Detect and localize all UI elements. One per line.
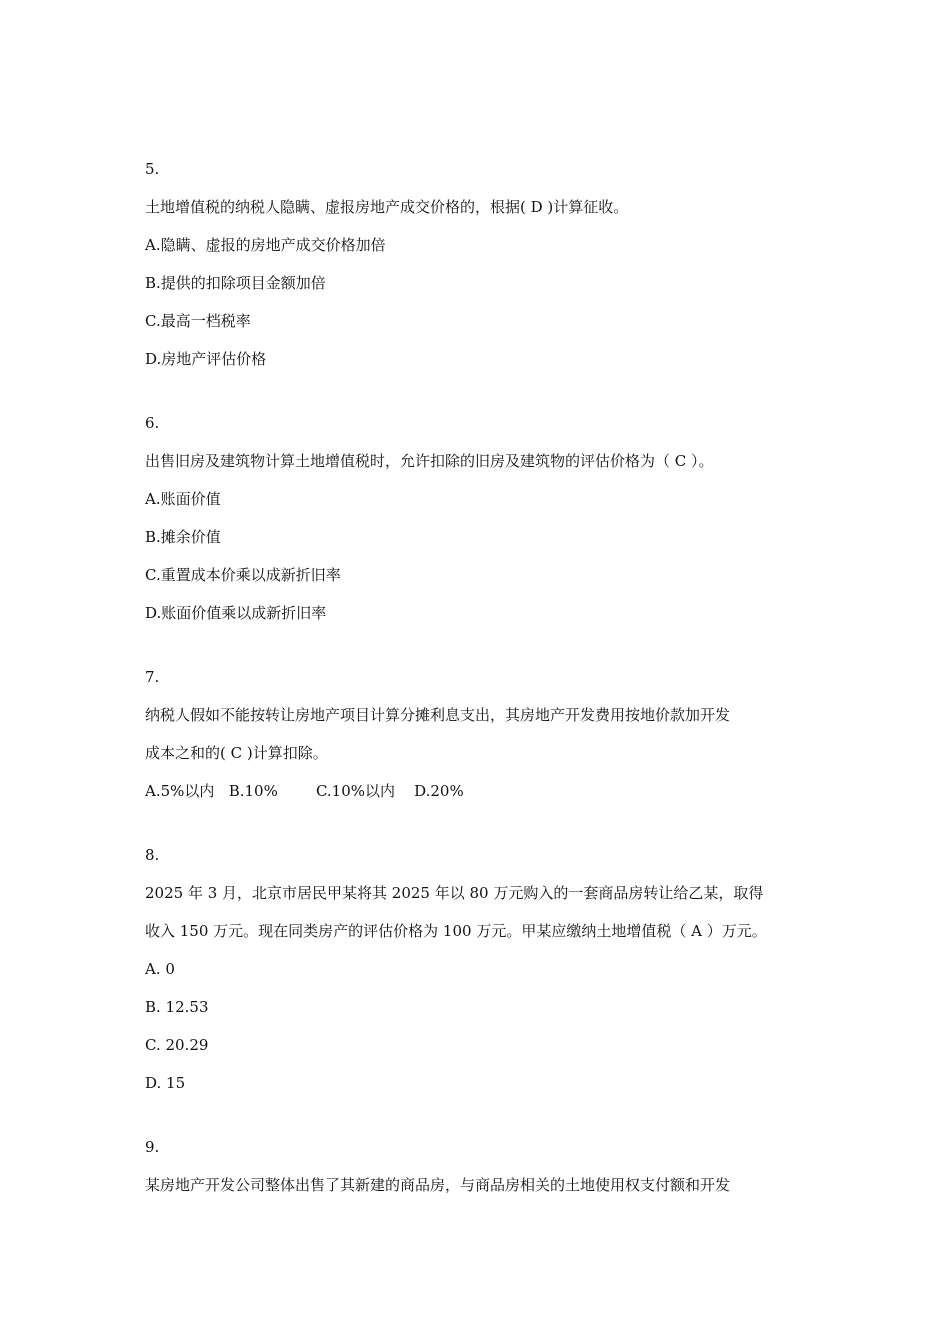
question-number: 5. — [145, 160, 160, 178]
option-d: D. 15 — [145, 1074, 186, 1092]
option-b: B. 12.53 — [145, 998, 209, 1016]
question-number: 9. — [145, 1138, 160, 1156]
question-text: 某房地产开发公司整体出售了其新建的商品房，与商品房相关的土地使用权支付额和开发 — [145, 1176, 731, 1194]
option-a: A.隐瞒、虚报的房地产成交价格加倍 — [145, 236, 386, 254]
question-text-line-2: 成本之和的( C )计算扣除。 — [145, 744, 328, 762]
option-c: C.最高一档税率 — [145, 312, 251, 330]
question-text-line-1: 纳税人假如不能按转让房地产项目计算分摊利息支出，其房地产开发费用按地价款加开发 — [145, 706, 731, 724]
question-8 — [145, 836, 815, 1102]
question-number: 8. — [145, 846, 160, 864]
option-d: D.账面价值乘以成新折旧率 — [145, 604, 327, 622]
question-number: 6. — [145, 414, 160, 432]
question-text-line-1: 2025 年 3 月，北京市居民甲某将其 2025 年以 80 万元购入的一套商品房转让给乙某，取得 — [145, 884, 764, 902]
option-a: A. 0 — [145, 960, 175, 978]
question-7 — [145, 658, 815, 810]
option-c: C. 20.29 — [145, 1036, 209, 1054]
question-5 — [145, 150, 815, 378]
question-list — [145, 150, 815, 1230]
options-inline: A.5%以内 B.10% C.10%以内 D.20% — [145, 782, 464, 800]
question-text: 土地增值税的纳税人隐瞒、虚报房地产成交价格的，根据( D )计算征收。 — [145, 198, 629, 216]
question-9 — [145, 1128, 815, 1204]
question-number: 7. — [145, 668, 160, 686]
question-text-line-2: 收入 150 万元。现在同类房产的评估价格为 100 万元。甲某应缴纳土地增值税（ A ）万元。 — [145, 922, 767, 940]
option-c: C.重置成本价乘以成新折旧率 — [145, 566, 341, 584]
option-b: B.摊余价值 — [145, 528, 221, 546]
option-b: B.提供的扣除项目金额加倍 — [145, 274, 326, 292]
question-text: 出售旧房及建筑物计算土地增值税时，允许扣除的旧房及建筑物的评估价格为（ C ）。 — [145, 452, 714, 470]
question-6 — [145, 404, 815, 632]
option-a: A.账面价值 — [145, 490, 221, 508]
option-d: D.房地产评估价格 — [145, 350, 267, 368]
